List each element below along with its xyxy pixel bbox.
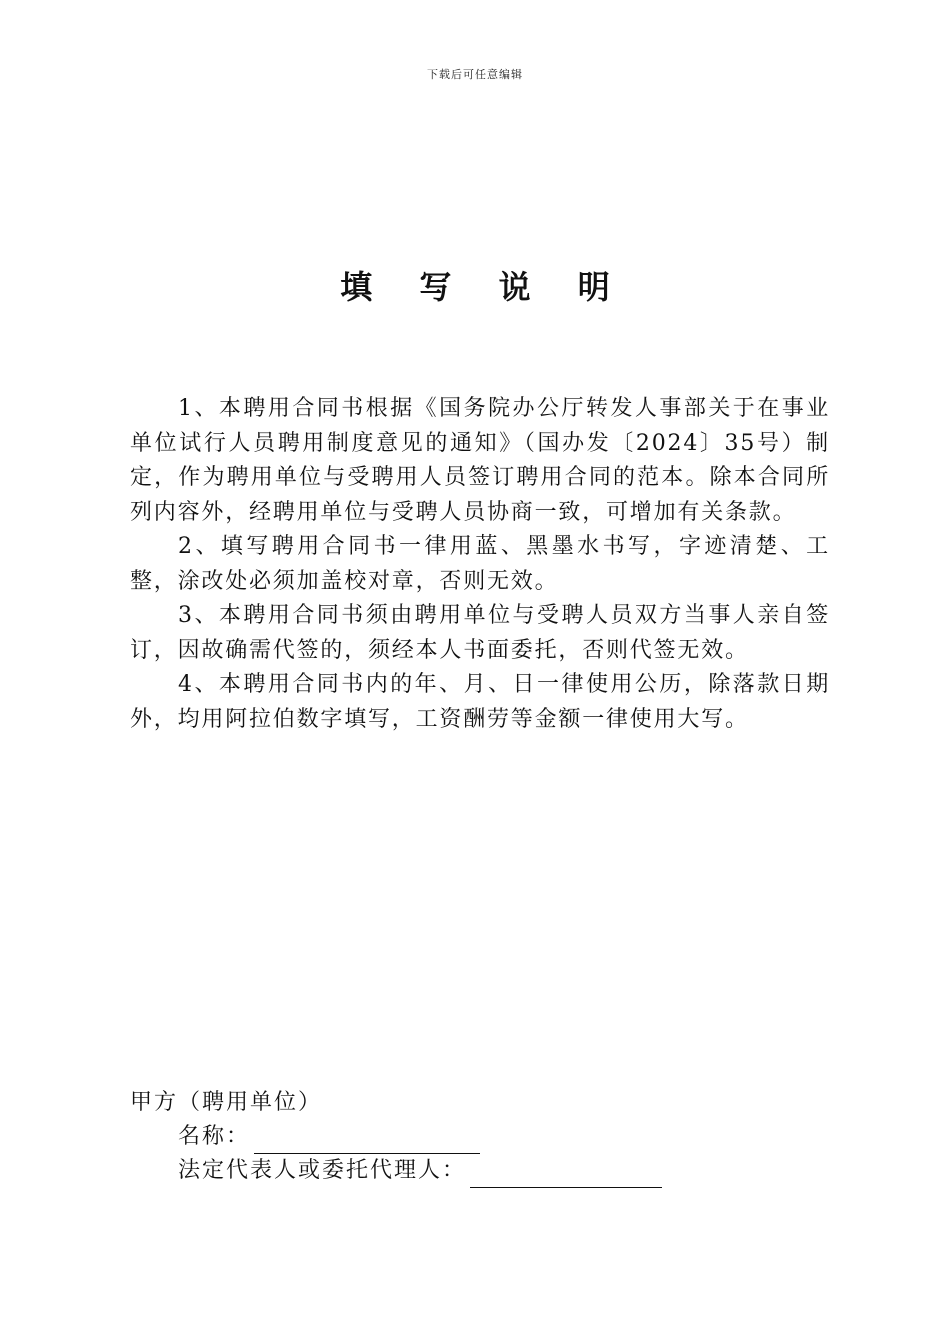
party-a-name-field[interactable] — [254, 1129, 480, 1154]
party-a-name-row — [130, 1120, 830, 1154]
party-a-rep-label: 法定代表人或委托代理人： — [178, 1158, 467, 1183]
party-a-signature-block — [130, 1086, 830, 1188]
instruction-paragraph-2: 2、填写聘用合同书一律用蓝、黑墨水书写，字迹清楚、工整，涂改处必须加盖校对章，否则无效。 — [130, 534, 830, 594]
party-a-rep-field[interactable] — [470, 1163, 662, 1188]
instruction-paragraph-1: 1、本聘用合同书根据《国务院办公厅转发人事部关于在事业单位试行人员聘用制度意见的通知》（国办发〔2024〕35号）制定，作为聘用单位与受聘用人员签订聘用合同的范本。除本合同所列内容外，经聘用单位与受聘人员协商一致，可增加有关条款。 — [130, 396, 830, 525]
instruction-paragraph-4: 4、本聘用合同书内的年、月、日一律使用公历，除落款日期外，均用阿拉伯数字填写，工资酬劳等金额一律使用大写。 — [130, 672, 830, 732]
party-a-heading: 甲方（聘用单位） — [130, 1090, 323, 1115]
instruction-paragraph-3: 3、本聘用合同书须由聘用单位与受聘人员双方当事人亲自签订，因故确需代签的，须经本人书面委托，否则代签无效。 — [130, 603, 830, 663]
header-note: 下载后可任意编辑 — [427, 68, 523, 81]
page-title: 填 写 说 明 — [340, 268, 628, 306]
party-a-rep-row — [130, 1154, 830, 1188]
instructions-body — [130, 392, 830, 737]
party-a-name-label: 名称： — [178, 1124, 251, 1149]
